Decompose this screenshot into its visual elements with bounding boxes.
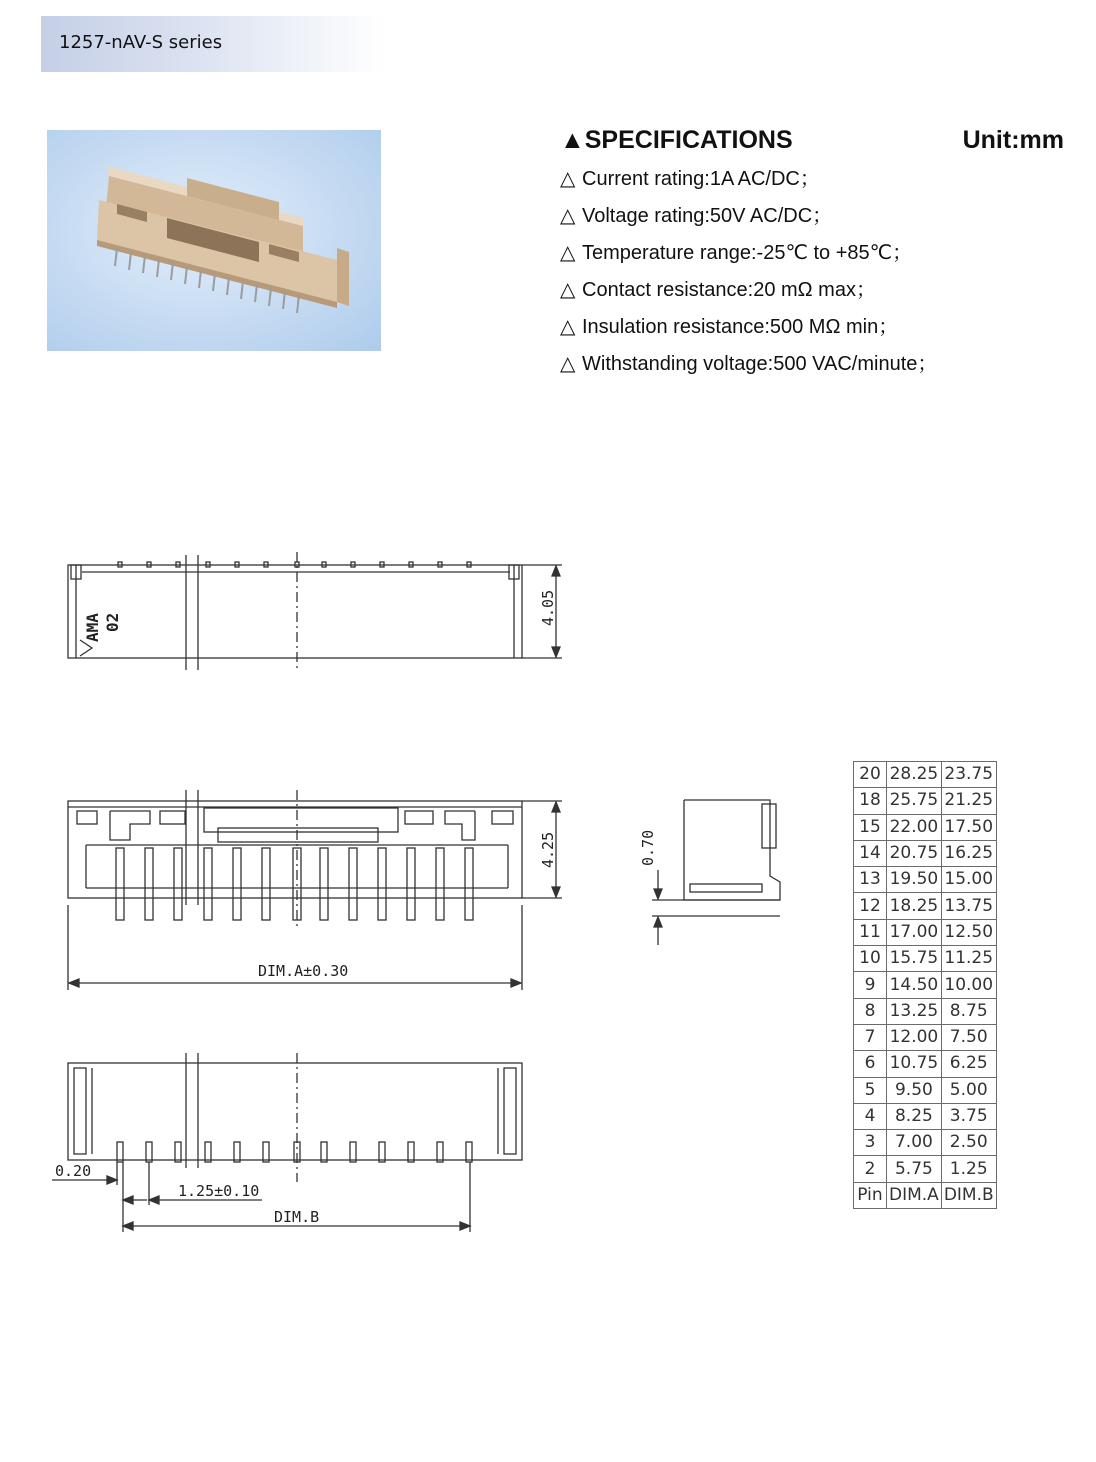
dim-b-cell: 7.50 [941,1024,996,1050]
pin-cell: 12 [854,893,887,919]
table-row [854,1156,997,1182]
table-row [854,893,997,919]
triangle-icon: △ [560,353,576,375]
dim-pitch-label: 1.25±0.10 [178,1182,260,1200]
pin-cell: 6 [854,1051,887,1077]
dim-b-cell: 8.75 [941,998,996,1024]
dim-a-cell: 10.75 [887,1051,942,1077]
dim-b-cell: 12.50 [941,919,996,945]
dim-b-cell: 10.00 [941,972,996,998]
top-view [68,552,562,672]
spec-text: Insulation resistance:500 MΩ min； [582,316,899,338]
part-marking-line1: AMA [83,613,102,642]
header-dim-b: DIM.B [941,1182,996,1208]
dim-a-cell: 9.50 [887,1077,942,1103]
pin-cell: 2 [854,1156,887,1182]
dim-b-cell: 17.50 [941,814,996,840]
dim-a-cell: 18.25 [887,893,942,919]
dim-b-cell: 23.75 [941,762,996,788]
header-pin: Pin [854,1182,887,1208]
pin-cell: 15 [854,814,887,840]
dim-height-top: 4.05 [539,589,557,626]
triangle-icon: △ [560,205,576,227]
header-dim-a: DIM.A [887,1182,942,1208]
dim-a-cell: 14.50 [887,972,942,998]
table-row [854,1103,997,1129]
spec-text: Temperature range:-25℃ to +85℃； [582,242,913,264]
dim-b-cell: 13.75 [941,893,996,919]
table-header-row [854,1182,997,1208]
pin-cell: 14 [854,840,887,866]
table-row [854,867,997,893]
pin-cell: 11 [854,919,887,945]
dim-a-cell: 12.00 [887,1024,942,1050]
table-row [854,1130,997,1156]
dim-a-label: DIM.A±0.30 [258,962,349,980]
pin-cell: 8 [854,998,887,1024]
dim-b-cell: 16.25 [941,840,996,866]
pin-cell: 3 [854,1130,887,1156]
triangle-icon: △ [560,279,576,301]
pin-cell: 9 [854,972,887,998]
table-row [854,788,997,814]
table-row [854,972,997,998]
pin-dimension-table [853,761,997,1209]
dim-a-cell: 22.00 [887,814,942,840]
dim-a-cell: 15.75 [887,946,942,972]
dim-a-cell: 7.00 [887,1130,942,1156]
table-row [854,762,997,788]
table-row [854,998,997,1024]
dim-a-cell: 19.50 [887,867,942,893]
pin-cell: 10 [854,946,887,972]
triangle-icon: △ [560,316,576,338]
bottom-pins [117,1142,472,1162]
dim-b-cell: 2.50 [941,1130,996,1156]
dim-side-label: 0.70 [639,829,657,866]
part-marking-line2: 02 [103,612,122,632]
bottom-view [52,1053,522,1232]
pin-cell: 20 [854,762,887,788]
dim-a-cell: 20.75 [887,840,942,866]
table-row [854,1077,997,1103]
pin-cell: 4 [854,1103,887,1129]
triangle-icon: △ [560,242,576,264]
triangle-icon: △ [560,168,576,190]
spec-text: Current rating:1A AC/DC； [582,168,820,190]
spec-title: ▲SPECIFICATIONS [560,126,793,154]
pin-cell: 5 [854,1077,887,1103]
dim-a-cell: 5.75 [887,1156,942,1182]
table-row [854,1024,997,1050]
table-row [854,919,997,945]
table-row [854,840,997,866]
table-row [854,946,997,972]
dim-b-cell: 5.00 [941,1077,996,1103]
pin-cell: 7 [854,1024,887,1050]
pin-cell: 18 [854,788,887,814]
dim-b-cell: 1.25 [941,1156,996,1182]
dim-b-label: DIM.B [274,1208,320,1226]
spec-text: Voltage rating:50V AC/DC； [582,205,833,227]
spec-text: Withstanding voltage:500 VAC/minute； [582,353,938,375]
dim-a-cell: 13.25 [887,998,942,1024]
dim-b-cell: 11.25 [941,946,996,972]
dim-b-cell: 3.75 [941,1103,996,1129]
dim-b-cell: 15.00 [941,867,996,893]
spec-unit: Unit:mm [962,126,1064,154]
dim-b-cell: 6.25 [941,1051,996,1077]
dim-a-cell: 28.25 [887,762,942,788]
front-view [68,790,562,990]
side-view [652,800,780,945]
dim-a-cell: 17.00 [887,919,942,945]
dim-a-cell: 8.25 [887,1103,942,1129]
pin-cell: 13 [854,867,887,893]
table-row [854,1051,997,1077]
front-terminals [116,848,473,920]
series-title: 1257-nAV-S series [59,32,223,53]
dim-a-cell: 25.75 [887,788,942,814]
dim-b-cell: 21.25 [941,788,996,814]
dim-pin-width-label: 0.20 [55,1162,92,1180]
table-row [854,814,997,840]
dim-height-front: 4.25 [539,831,557,868]
spec-text: Contact resistance:20 mΩ max； [582,279,876,301]
